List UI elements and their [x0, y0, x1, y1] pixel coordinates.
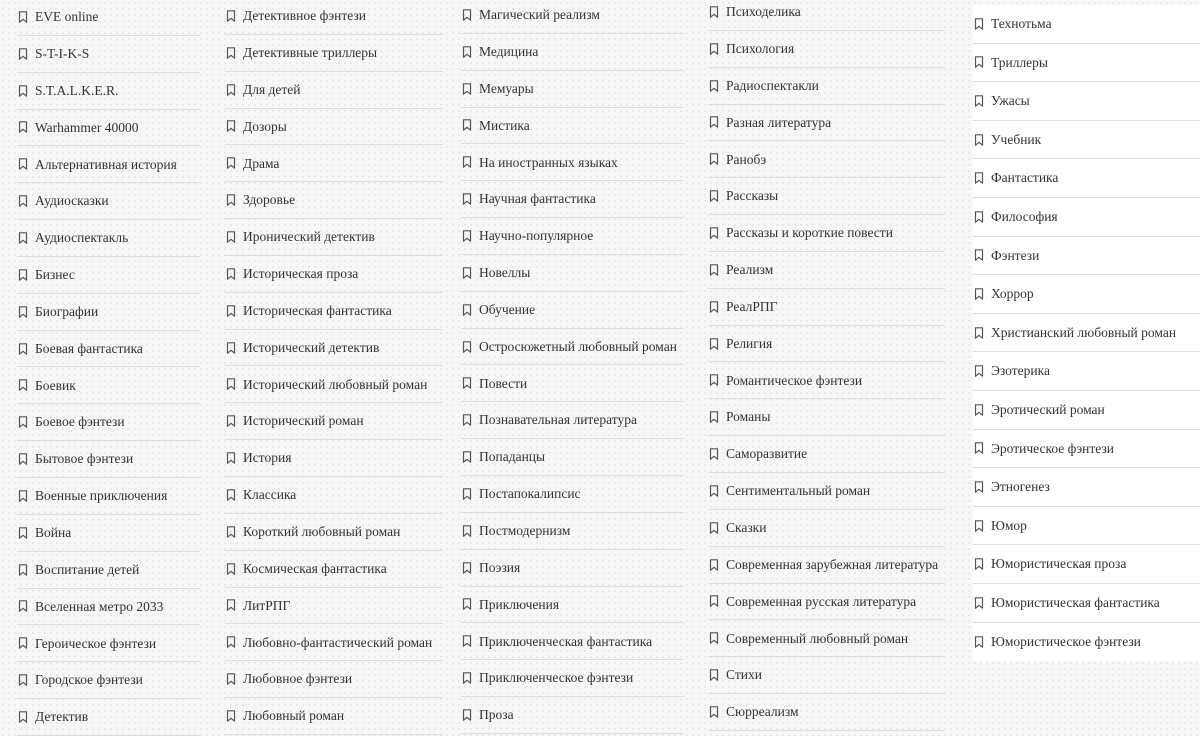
- genre-label: Эзотерика: [991, 363, 1050, 379]
- genre-link[interactable]: [973, 352, 1200, 391]
- genre-label: Новеллы: [479, 265, 531, 281]
- bookmark-icon: [709, 374, 719, 386]
- genre-label: Историческая проза: [243, 266, 359, 282]
- genre-column-3: [461, 0, 684, 734]
- bookmark-icon: [709, 595, 719, 607]
- bookmark-icon: [709, 559, 719, 571]
- bookmark-icon: [18, 195, 28, 207]
- genre-label: Проза: [479, 707, 514, 723]
- genre-link[interactable]: [973, 82, 1200, 121]
- genre-label: На иностранных языках: [479, 154, 618, 170]
- genre-label: Космическая фантастика: [243, 560, 387, 576]
- genre-label: РеалРПГ: [726, 298, 778, 314]
- bookmark-icon: [226, 489, 236, 501]
- genre-label: Мистика: [479, 117, 530, 133]
- genre-label: Приключенческое фэнтези: [479, 670, 634, 686]
- genre-link[interactable]: [708, 657, 945, 694]
- genre-label: Городское фэнтези: [35, 672, 143, 688]
- bookmark-icon: [226, 10, 236, 22]
- genre-column-2: [225, 0, 443, 735]
- bookmark-icon: [18, 564, 28, 576]
- bookmark-icon: [462, 525, 472, 537]
- genre-label: Постапокалипсис: [479, 486, 581, 502]
- bookmark-icon: [226, 378, 236, 390]
- bookmark-icon: [974, 442, 984, 454]
- bookmark-icon: [462, 635, 472, 647]
- bookmark-icon: [709, 338, 719, 350]
- bookmark-icon: [18, 48, 28, 60]
- bookmark-icon: [974, 56, 984, 68]
- genre-label: Историческая фантастика: [243, 302, 392, 318]
- bookmark-icon: [462, 119, 472, 131]
- bookmark-icon: [18, 11, 28, 23]
- genre-link[interactable]: [973, 198, 1200, 237]
- genre-link[interactable]: [461, 513, 684, 550]
- genre-label: Стихи: [726, 667, 762, 683]
- genre-label: Юмористическая фантастика: [991, 594, 1160, 610]
- bookmark-icon: [18, 269, 28, 281]
- bookmark-icon: [226, 47, 236, 59]
- genre-link[interactable]: [708, 399, 945, 436]
- genre-link[interactable]: [708, 473, 945, 510]
- genre-label: Остросюжетный любовный роман: [479, 338, 677, 354]
- genre-label: Философия: [991, 209, 1058, 225]
- genre-link[interactable]: [17, 404, 200, 441]
- bookmark-icon: [226, 120, 236, 132]
- bookmark-icon: [18, 600, 28, 612]
- bookmark-icon: [226, 231, 236, 243]
- genre-link[interactable]: [225, 588, 443, 625]
- genre-label: Радиоспектакли: [726, 77, 819, 93]
- genre-label: Альтернативная история: [35, 156, 177, 172]
- genre-link[interactable]: [225, 661, 443, 698]
- bookmark-icon: [709, 522, 719, 534]
- bookmark-icon: [226, 342, 236, 354]
- bookmark-icon: [462, 156, 472, 168]
- genre-link[interactable]: [461, 292, 684, 329]
- genre-label: Сентиментальный роман: [726, 483, 871, 499]
- bookmark-icon: [462, 451, 472, 463]
- bookmark-icon: [974, 636, 984, 648]
- genre-label: Любовно-фантастический роман: [243, 634, 433, 650]
- genre-link[interactable]: [17, 367, 200, 404]
- genre-link[interactable]: [225, 624, 443, 661]
- bookmark-icon: [462, 46, 472, 58]
- genre-label: Научная фантастика: [479, 191, 596, 207]
- genre-label: Драма: [243, 155, 280, 171]
- genre-label: Детективное фэнтези: [243, 8, 367, 24]
- genre-link[interactable]: [973, 468, 1200, 507]
- genre-link[interactable]: [461, 660, 684, 697]
- genre-link[interactable]: [17, 0, 200, 36]
- bookmark-icon: [18, 158, 28, 170]
- genre-link[interactable]: [708, 547, 945, 584]
- bookmark-icon: [462, 193, 472, 205]
- bookmark-icon: [226, 157, 236, 169]
- bookmark-icon: [974, 404, 984, 416]
- genre-link[interactable]: [225, 514, 443, 551]
- genre-link[interactable]: [17, 552, 200, 589]
- genre-link[interactable]: [17, 589, 200, 626]
- bookmark-icon: [974, 327, 984, 339]
- genre-label: Современная зарубежная литература: [726, 556, 939, 572]
- genre-label: Аудиосказки: [35, 193, 109, 209]
- genre-link[interactable]: [708, 141, 945, 178]
- bookmark-icon: [709, 411, 719, 423]
- bookmark-icon: [462, 414, 472, 426]
- genre-link[interactable]: [708, 362, 945, 399]
- genre-label: Приключения: [479, 596, 560, 612]
- bookmark-icon: [226, 710, 236, 722]
- genre-link[interactable]: [17, 183, 200, 220]
- genre-link[interactable]: [225, 256, 443, 293]
- bookmark-icon: [974, 481, 984, 493]
- genre-label: Религия: [726, 335, 773, 351]
- genre-link[interactable]: [461, 587, 684, 624]
- genre-link[interactable]: [17, 146, 200, 183]
- genre-link[interactable]: [708, 620, 945, 657]
- bookmark-icon: [18, 637, 28, 649]
- genre-label: Биографии: [35, 303, 99, 319]
- genre-link[interactable]: [461, 71, 684, 108]
- genre-label: Бытовое фэнтези: [35, 451, 134, 467]
- genre-label: Юмор: [991, 517, 1027, 533]
- bookmark-icon: [974, 597, 984, 609]
- bookmark-icon: [709, 485, 719, 497]
- genre-label: История: [243, 450, 292, 466]
- genre-label: Воспитание детей: [35, 561, 140, 577]
- genre-label: Бизнес: [35, 267, 75, 283]
- genre-link[interactable]: [461, 476, 684, 513]
- genre-label: Боевик: [35, 377, 76, 393]
- genre-label: Юмористическая проза: [991, 556, 1127, 572]
- bookmark-icon: [462, 488, 472, 500]
- genre-label: Иронический детектив: [243, 229, 375, 245]
- genre-link[interactable]: [461, 439, 684, 476]
- genre-link[interactable]: [973, 275, 1200, 314]
- genre-label: Фэнтези: [991, 247, 1040, 263]
- bookmark-icon: [974, 558, 984, 570]
- genre-column-4: [708, 0, 945, 731]
- bookmark-icon: [709, 448, 719, 460]
- bookmark-icon: [709, 706, 719, 718]
- genre-link[interactable]: [461, 181, 684, 218]
- bookmark-icon: [462, 230, 472, 242]
- bookmark-icon: [709, 632, 719, 644]
- genre-link[interactable]: [708, 289, 945, 326]
- genre-link[interactable]: [225, 293, 443, 330]
- bookmark-icon: [18, 453, 28, 465]
- genre-label: Приключенческая фантастика: [479, 633, 653, 649]
- bookmark-icon: [226, 415, 236, 427]
- bookmark-icon: [18, 306, 28, 318]
- bookmark-icon: [226, 636, 236, 648]
- bookmark-icon: [226, 452, 236, 464]
- genre-link[interactable]: [17, 699, 200, 736]
- genre-label: Учебник: [991, 131, 1042, 147]
- genre-link[interactable]: [17, 625, 200, 662]
- bookmark-icon: [462, 672, 472, 684]
- genre-label: Постмодернизм: [479, 522, 571, 538]
- genre-label: Реализм: [726, 262, 774, 278]
- bookmark-icon: [18, 343, 28, 355]
- genre-link[interactable]: [461, 550, 684, 587]
- genre-link[interactable]: [973, 159, 1200, 198]
- genre-label: Познавательная литература: [479, 412, 637, 428]
- genre-label: Триллеры: [991, 54, 1048, 70]
- genre-link[interactable]: [17, 257, 200, 294]
- bookmark-icon: [709, 153, 719, 165]
- genre-label: Исторический роман: [243, 413, 364, 429]
- bookmark-icon: [974, 211, 984, 223]
- genre-label: Фантастика: [991, 170, 1059, 186]
- genre-link[interactable]: [225, 35, 443, 72]
- genre-label: Романы: [726, 409, 771, 425]
- genre-label: Психология: [726, 41, 795, 57]
- genre-label: Этногенез: [991, 479, 1050, 495]
- genre-label: Сказки: [726, 519, 767, 535]
- bookmark-icon: [18, 674, 28, 686]
- genre-label: Короткий любовный роман: [243, 523, 401, 539]
- genre-label: Война: [35, 524, 72, 540]
- genre-link[interactable]: [17, 331, 200, 368]
- genre-link[interactable]: [461, 329, 684, 366]
- genre-link[interactable]: [461, 34, 684, 71]
- genre-link[interactable]: [973, 121, 1200, 160]
- genre-label: Мемуары: [479, 80, 534, 96]
- genre-column-5: [973, 5, 1200, 661]
- genre-link[interactable]: [225, 182, 443, 219]
- bookmark-icon: [709, 43, 719, 55]
- genre-link[interactable]: [708, 326, 945, 363]
- genre-label: Разная литература: [726, 114, 832, 130]
- bookmark-icon: [462, 341, 472, 353]
- genre-label: Боевая фантастика: [35, 340, 143, 356]
- genre-label: Боевое фэнтези: [35, 414, 125, 430]
- genre-link[interactable]: [461, 623, 684, 660]
- bookmark-icon: [462, 377, 472, 389]
- genre-link[interactable]: [973, 623, 1200, 662]
- bookmark-icon: [974, 520, 984, 532]
- bookmark-icon: [226, 84, 236, 96]
- genre-link[interactable]: [17, 73, 200, 110]
- genre-label: Детективные триллеры: [243, 45, 378, 61]
- genre-link[interactable]: [225, 477, 443, 514]
- genre-link[interactable]: [225, 145, 443, 182]
- genre-link[interactable]: [461, 218, 684, 255]
- genre-link[interactable]: [708, 178, 945, 215]
- genre-link[interactable]: [708, 31, 945, 68]
- bookmark-icon: [974, 365, 984, 377]
- genre-label: Обучение: [479, 301, 536, 317]
- genre-label: Медицина: [479, 44, 539, 60]
- bookmark-icon: [18, 85, 28, 97]
- bookmark-icon: [974, 288, 984, 300]
- bookmark-icon: [18, 711, 28, 723]
- genre-link[interactable]: [708, 694, 945, 731]
- bookmark-icon: [226, 194, 236, 206]
- genre-label: Исторический любовный роман: [243, 376, 428, 392]
- genre-label: Современный любовный роман: [726, 630, 909, 646]
- genre-label: S.T.A.L.K.E.R.: [35, 82, 119, 98]
- genre-link[interactable]: [17, 662, 200, 699]
- genre-link[interactable]: [225, 366, 443, 403]
- genre-link[interactable]: [225, 440, 443, 477]
- genre-link[interactable]: [17, 220, 200, 257]
- genre-label: Сюрреализм: [726, 704, 799, 720]
- genre-link[interactable]: [973, 44, 1200, 83]
- bookmark-icon: [226, 268, 236, 280]
- genre-link[interactable]: [708, 68, 945, 105]
- bookmark-icon: [226, 563, 236, 575]
- genre-link[interactable]: [973, 314, 1200, 353]
- bookmark-icon: [462, 9, 472, 21]
- genre-label: Поэзия: [479, 559, 521, 575]
- bookmark-icon: [462, 709, 472, 721]
- genre-link[interactable]: [461, 697, 684, 734]
- genre-label: Современная русская литература: [726, 593, 917, 609]
- genre-label: Вселенная метро 2033: [35, 598, 164, 614]
- bookmark-icon: [18, 379, 28, 391]
- genre-link[interactable]: [973, 391, 1200, 430]
- genre-label: S-T-I-K-S: [35, 46, 90, 62]
- bookmark-icon: [709, 80, 719, 92]
- genre-label: Психоделика: [726, 4, 801, 20]
- genre-link[interactable]: [225, 109, 443, 146]
- genre-link[interactable]: [225, 551, 443, 588]
- genre-label: ЛитРПГ: [243, 597, 291, 613]
- genre-label: Рассказы и короткие повести: [726, 225, 893, 241]
- bookmark-icon: [462, 267, 472, 279]
- bookmark-icon: [462, 304, 472, 316]
- genre-label: Классика: [243, 487, 297, 503]
- genre-link[interactable]: [461, 402, 684, 439]
- genre-link[interactable]: [973, 545, 1200, 584]
- bookmark-icon: [709, 227, 719, 239]
- genre-link[interactable]: [461, 108, 684, 145]
- genre-label: Здоровье: [243, 192, 296, 208]
- genre-label: Для детей: [243, 81, 301, 97]
- genre-label: Научно-популярное: [479, 228, 594, 244]
- genre-link[interactable]: [225, 403, 443, 440]
- genre-label: Дозоры: [243, 118, 287, 134]
- genre-link[interactable]: [973, 430, 1200, 469]
- bookmark-icon: [974, 95, 984, 107]
- genre-link[interactable]: [708, 436, 945, 473]
- bookmark-icon: [18, 527, 28, 539]
- genre-label: Любовное фэнтези: [243, 671, 353, 687]
- genre-link[interactable]: [708, 215, 945, 252]
- genre-link[interactable]: [225, 219, 443, 256]
- bookmark-icon: [226, 599, 236, 611]
- genre-link[interactable]: [708, 584, 945, 621]
- genre-link[interactable]: [225, 330, 443, 367]
- bookmark-icon: [226, 526, 236, 538]
- genre-label: Warhammer 40000: [35, 119, 139, 135]
- genre-link[interactable]: [17, 515, 200, 552]
- genre-link[interactable]: [225, 0, 443, 35]
- genre-link[interactable]: [973, 5, 1200, 44]
- genre-label: Исторический детектив: [243, 339, 380, 355]
- genre-label: Ранобэ: [726, 151, 767, 167]
- bookmark-icon: [226, 673, 236, 685]
- genre-label: Саморазвитие: [726, 446, 808, 462]
- genre-link[interactable]: [973, 507, 1200, 546]
- genre-label: Магический реализм: [479, 7, 600, 23]
- genre-label: Романтическое фэнтези: [726, 372, 863, 388]
- bookmark-icon: [974, 134, 984, 146]
- bookmark-icon: [226, 305, 236, 317]
- bookmark-icon: [18, 416, 28, 428]
- bookmark-icon: [709, 301, 719, 313]
- genre-label: Технотьма: [991, 16, 1052, 32]
- bookmark-icon: [462, 562, 472, 574]
- genre-link[interactable]: [461, 144, 684, 181]
- bookmark-icon: [462, 598, 472, 610]
- genre-label: Военные приключения: [35, 488, 168, 504]
- genre-link[interactable]: [708, 510, 945, 547]
- genre-label: Эротический роман: [991, 401, 1105, 417]
- bookmark-icon: [974, 249, 984, 261]
- genre-link[interactable]: [461, 0, 684, 34]
- genre-link[interactable]: [17, 110, 200, 147]
- bookmark-icon: [709, 6, 719, 18]
- genre-link[interactable]: [461, 365, 684, 402]
- bookmark-icon: [709, 669, 719, 681]
- bookmark-icon: [462, 83, 472, 95]
- bookmark-icon: [974, 18, 984, 30]
- genre-label: Любовный роман: [243, 708, 345, 724]
- genre-link[interactable]: [708, 105, 945, 142]
- bookmark-icon: [709, 190, 719, 202]
- bookmark-icon: [709, 264, 719, 276]
- genre-link[interactable]: [17, 478, 200, 515]
- bookmark-icon: [974, 172, 984, 184]
- genre-label: Рассказы: [726, 188, 779, 204]
- genre-label: Героическое фэнтези: [35, 635, 157, 651]
- genre-link[interactable]: [708, 252, 945, 289]
- bookmark-icon: [709, 116, 719, 128]
- genre-label: Христианский любовный роман: [991, 324, 1177, 340]
- genre-column-1: [17, 0, 200, 736]
- genre-label: Аудиоспектакль: [35, 230, 129, 246]
- genre-link[interactable]: [225, 72, 443, 109]
- genre-link[interactable]: [708, 0, 945, 31]
- genre-label: Юмористическое фэнтези: [991, 634, 1141, 650]
- genre-link[interactable]: [225, 698, 443, 735]
- bookmark-icon: [18, 490, 28, 502]
- genre-label: Детектив: [35, 709, 89, 725]
- genre-link[interactable]: [461, 255, 684, 292]
- genre-label: Хоррор: [991, 286, 1034, 302]
- bookmark-icon: [18, 232, 28, 244]
- genre-link[interactable]: [17, 294, 200, 331]
- genre-link[interactable]: [17, 36, 200, 73]
- genre-label: Эротическое фэнтези: [991, 440, 1115, 456]
- genre-label: EVE online: [35, 9, 99, 25]
- genre-label: Ужасы: [991, 93, 1030, 109]
- genre-link[interactable]: [17, 441, 200, 478]
- genre-link[interactable]: [973, 237, 1200, 276]
- bookmark-icon: [18, 121, 28, 133]
- genre-label: Попаданцы: [479, 449, 546, 465]
- genre-label: Повести: [479, 375, 528, 391]
- genre-link[interactable]: [973, 584, 1200, 623]
